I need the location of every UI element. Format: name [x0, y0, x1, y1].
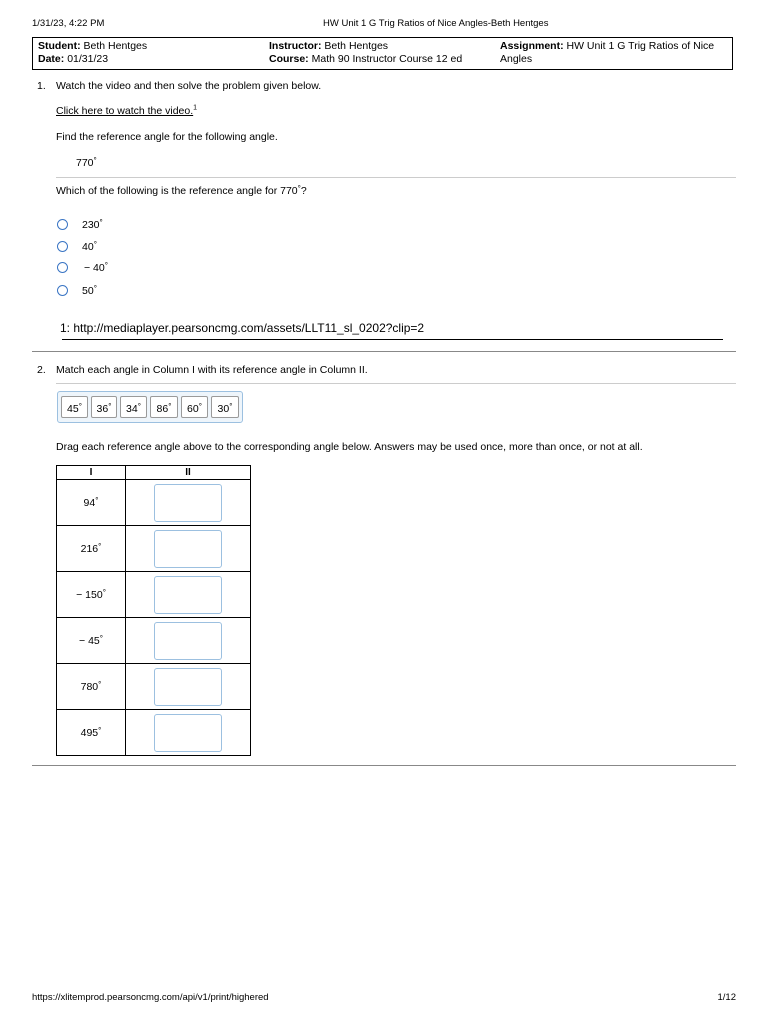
- question-mark: ?: [300, 185, 307, 197]
- drop-cell: [126, 664, 251, 710]
- assignment-info: [500, 40, 730, 66]
- column-ii-header: II: [126, 466, 251, 480]
- radio-button[interactable]: [57, 219, 68, 230]
- angle-cell: − 45°: [57, 618, 126, 664]
- answer-tile[interactable]: 60°: [181, 396, 208, 418]
- degree-symbol: °: [104, 261, 108, 270]
- table-row: [57, 710, 251, 756]
- option-label: 50°: [82, 284, 97, 297]
- assignment-label: Assignment:: [500, 40, 564, 52]
- drop-target[interactable]: [154, 530, 222, 568]
- given-angle: [76, 156, 97, 169]
- table-row: [57, 664, 251, 710]
- video-link-line: [56, 105, 197, 117]
- angle-cell: − 150°: [57, 572, 126, 618]
- instructor-info: [269, 40, 462, 66]
- divider: [56, 177, 736, 178]
- course-label: Course:: [269, 53, 309, 65]
- course-name: Math 90 Instructor Course 12 ed: [311, 53, 463, 65]
- option-label: 230°: [82, 218, 103, 231]
- drop-target[interactable]: [154, 622, 222, 660]
- degree-symbol: °: [99, 218, 103, 227]
- drop-target[interactable]: [154, 714, 222, 752]
- degree-symbol: °: [93, 240, 97, 249]
- question-1-prompt: Find the reference angle for the following angle.: [56, 131, 278, 143]
- student-name: Beth Hentges: [83, 40, 148, 52]
- date-value: 01/31/23: [67, 53, 109, 65]
- table-row: [57, 526, 251, 572]
- angle-cell: 94°: [57, 480, 126, 526]
- drop-cell: [126, 480, 251, 526]
- print-timestamp: 1/31/23, 4:22 PM: [32, 18, 105, 29]
- drop-target[interactable]: [154, 576, 222, 614]
- degree-symbol: °: [297, 184, 301, 193]
- question-1-question: [56, 184, 307, 197]
- radio-button[interactable]: [57, 241, 68, 252]
- degree-symbol: °: [93, 156, 97, 165]
- drop-cell: [126, 526, 251, 572]
- instructor-name: Beth Hentges: [324, 40, 389, 52]
- column-i-header: I: [57, 466, 126, 480]
- drop-cell: [126, 710, 251, 756]
- answer-tile[interactable]: 36°: [91, 396, 117, 418]
- answer-tile-tray: [57, 391, 243, 423]
- option-label: 40°: [82, 240, 97, 253]
- divider: [56, 383, 736, 384]
- video-footnote-ref: 1: [193, 104, 198, 112]
- degree-symbol: °: [93, 284, 97, 293]
- radio-button[interactable]: [57, 285, 68, 296]
- question-text: Which of the following is the reference angle for 770: [56, 185, 298, 197]
- video-footnote: 1: http://mediaplayer.pearsoncmg.com/assets/LLT11_sl_0202?clip=2: [60, 321, 425, 335]
- date-label: Date:: [38, 53, 65, 65]
- question-1-instruction: Watch the video and then solve the problem given below.: [56, 80, 322, 92]
- question-1-number: 1.: [37, 80, 46, 92]
- student-info: [38, 40, 147, 66]
- question-2-number: 2.: [37, 364, 46, 376]
- assignment-info-box: [32, 37, 733, 70]
- angle-cell: 780°: [57, 664, 126, 710]
- drop-cell: [126, 618, 251, 664]
- question-separator: [32, 351, 736, 352]
- print-header: [32, 18, 736, 32]
- table-row: [57, 572, 251, 618]
- answer-tile[interactable]: 34°: [120, 396, 147, 418]
- answer-tile[interactable]: 86°: [150, 396, 178, 418]
- assignment-name: HW Unit 1 G Trig Ratios of Nice Angles: [500, 40, 715, 65]
- drop-target[interactable]: [154, 668, 222, 706]
- angle-cell: 216°: [57, 526, 126, 572]
- drag-instruction: Drag each reference angle above to the corresponding angle below. Answers may be used once, more than once, or not at all.: [56, 441, 643, 453]
- table-row: [57, 480, 251, 526]
- given-angle-value: 770: [76, 157, 94, 169]
- print-page-title: HW Unit 1 G Trig Ratios of Nice Angles-Beth Hentges: [323, 18, 549, 29]
- footer-url: https://xlitemprod.pearsoncmg.com/api/v1/print/highered: [32, 992, 269, 1003]
- question-separator: [32, 765, 736, 766]
- question-2-instruction: Match each angle in Column I with its reference angle in Column II.: [56, 364, 368, 376]
- drop-cell: [126, 572, 251, 618]
- student-label: Student:: [38, 40, 81, 52]
- answer-tile[interactable]: 45°: [61, 396, 88, 418]
- matching-table: [56, 465, 251, 756]
- drop-target[interactable]: [154, 484, 222, 522]
- video-link[interactable]: Click here to watch the video.: [56, 105, 194, 117]
- instructor-label: Instructor:: [269, 40, 322, 52]
- angle-cell: 495°: [57, 710, 126, 756]
- option-label: − 40°: [84, 261, 108, 274]
- table-row: [57, 618, 251, 664]
- radio-button[interactable]: [57, 262, 68, 273]
- footnote-rule: [62, 339, 723, 340]
- page-number: 1/12: [717, 992, 736, 1003]
- answer-tile[interactable]: 30°: [211, 396, 239, 418]
